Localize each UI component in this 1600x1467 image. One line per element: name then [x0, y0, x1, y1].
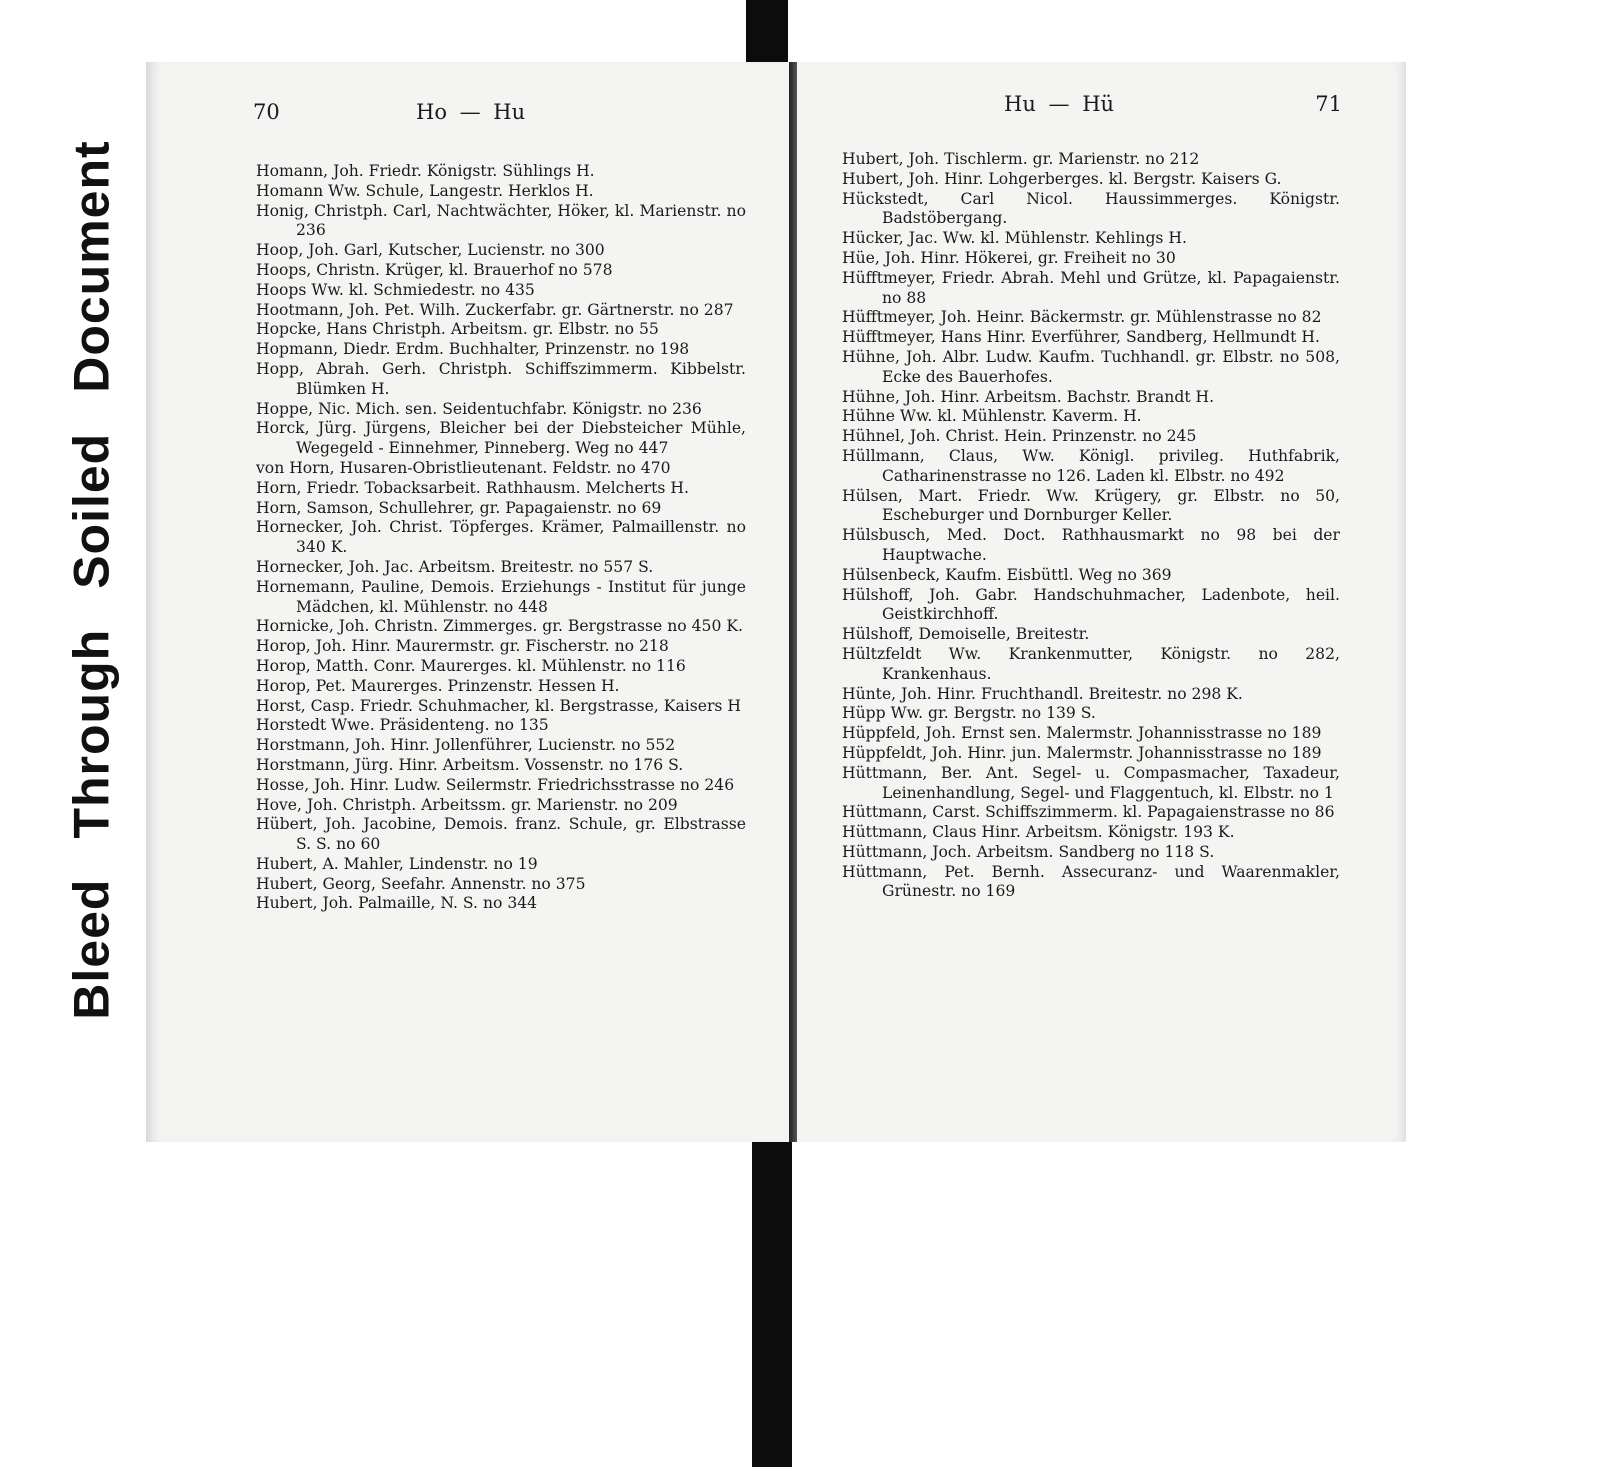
directory-entry: Hornecker, Joh. Christ. Töpferges. Krämer, Palmaillenstr. no 340 K.	[256, 518, 746, 557]
directory-entry: Hornemann, Pauline, Demois. Erziehungs - Institut für junge Mädchen, kl. Mühlenstr. no 448	[256, 577, 746, 616]
directory-entry: Horop, Matth. Conr. Maurerges. kl. Mühlenstr. no 116	[256, 656, 686, 675]
left-page-number: 70	[253, 100, 280, 124]
directory-entry: Hühnel, Joh. Christ. Hein. Prinzenstr. no 245	[842, 427, 1197, 446]
left-running-head: Ho — Hu	[416, 100, 526, 124]
directory-entry: Horstmann, Jürg. Hinr. Arbeitsm. Vossenstr. no 176 S.	[256, 755, 684, 774]
directory-entry: Hootmann, Joh. Pet. Wilh. Zuckerfabr. gr. Gärtnerstr. no 287	[256, 300, 734, 319]
directory-entry: Hubert, Joh. Hinr. Lohgerberges. kl. Bergstr. Kaisers G.	[842, 169, 1282, 188]
directory-entry: Hüppfeldt, Joh. Hinr. jun. Malermstr. Johannisstrasse no 189	[842, 743, 1322, 762]
directory-entry: Hühne, Joh. Hinr. Arbeitsm. Bachstr. Brandt H.	[842, 387, 1215, 406]
directory-entry: Horst, Casp. Friedr. Schuhmacher, kl. Bergstrasse, Kaisers H	[256, 696, 741, 715]
directory-entry: Hüllmann, Claus, Ww. Königl. privileg. Huthfabrik, Catharinenstrasse no 126. Laden kl. Elbstr. no 492	[842, 446, 1340, 485]
left-entry-list	[256, 162, 746, 914]
binding-clip-bottom	[752, 1135, 792, 1467]
directory-entry: Hubert, Georg, Seefahr. Annenstr. no 375	[256, 874, 586, 893]
directory-entry: Hübert, Joh. Jacobine, Demois. franz. Schule, gr. Elbstrasse S. S. no 60	[256, 815, 746, 854]
directory-entry: Hubert, Joh. Palmaille, N. S. no 344	[256, 894, 538, 913]
directory-entry: Homann, Joh. Friedr. Königstr. Sühlings H.	[256, 162, 595, 180]
directory-entry: Horstmann, Joh. Hinr. Jollenführer, Lucienstr. no 552	[256, 736, 676, 755]
directory-entry: Hosse, Joh. Hinr. Ludw. Seilermstr. Friedrichsstrasse no 246	[256, 775, 735, 794]
directory-entry: Hopcke, Hans Christph. Arbeitsm. gr. Elbstr. no 55	[256, 320, 659, 339]
directory-entry: Hüe, Joh. Hinr. Hökerei, gr. Freiheit no 30	[842, 248, 1176, 267]
stamp-word-soiled: Soiled	[64, 432, 121, 589]
stamp-word-bleed: Bleed	[64, 878, 121, 1020]
right-page-number: 71	[1315, 92, 1342, 116]
directory-entry: von Horn, Husaren-Obristlieutenant. Feldstr. no 470	[256, 458, 671, 477]
directory-entry: Hültzfeldt Ww. Krankenmutter, Königstr. no 282, Krankenhaus.	[842, 644, 1340, 683]
directory-entry: Hüttmann, Claus Hinr. Arbeitsm. Königstr. 193 K.	[842, 823, 1235, 842]
directory-entry: Hüttmann, Pet. Bernh. Assecuranz- und Waarenmakler, Grünestr. no 169	[842, 862, 1340, 901]
directory-entry: Hubert, A. Mahler, Lindenstr. no 19	[256, 854, 538, 873]
directory-entry: Horop, Pet. Maurerges. Prinzenstr. Hessen H.	[256, 676, 620, 695]
directory-entry: Hücker, Jac. Ww. kl. Mühlenstr. Kehlings H.	[842, 229, 1187, 248]
directory-entry: Hüfftmeyer, Hans Hinr. Everführer, Sandberg, Hellmundt H.	[842, 328, 1320, 347]
directory-entry: Hühne, Joh. Albr. Ludw. Kaufm. Tuchhandl. gr. Elbstr. no 508, Ecke des Bauerhofes.	[842, 347, 1340, 386]
directory-entry: Hüfftmeyer, Friedr. Abrah. Mehl und Grütze, kl. Papagaienstr. no 88	[842, 268, 1340, 307]
directory-entry: Hornicke, Joh. Christn. Zimmerges. gr. Bergstrasse no 450 K.	[256, 617, 743, 636]
right-page	[796, 62, 1406, 1142]
directory-entry: Hünte, Joh. Hinr. Fruchthandl. Breitestr. no 298 K.	[842, 684, 1243, 703]
directory-entry: Hülsbusch, Med. Doct. Rathhausmarkt no 98 bei der Hauptwache.	[842, 526, 1340, 564]
directory-entry: Hüppfeld, Joh. Ernst sen. Malermstr. Johannisstrasse no 189	[842, 724, 1322, 743]
directory-entry: Horck, Jürg. Jürgens, Bleicher bei der Diebsteicher Mühle, Wegegeld - Einnehmer, Pinneberg. Weg no 447	[256, 419, 746, 458]
directory-entry: Hoops Ww. kl. Schmiedestr. no 435	[256, 280, 535, 299]
directory-entry: Hühne Ww. kl. Mühlenstr. Kaverm. H.	[842, 407, 1142, 426]
directory-entry: Horn, Samson, Schullehrer, gr. Papagaienstr. no 69	[256, 498, 662, 517]
directory-entry: Hülshoff, Demoiselle, Breitestr.	[842, 625, 1090, 644]
directory-entry: Hove, Joh. Christph. Arbeitssm. gr. Marienstr. no 209	[256, 795, 678, 814]
directory-entry: Homann Ww. Schule, Langestr. Herklos H.	[256, 181, 594, 200]
right-entry-list	[842, 150, 1340, 902]
right-running-head: Hu — Hü	[1004, 92, 1115, 116]
directory-entry: Hoppe, Nic. Mich. sen. Seidentuchfabr. Königstr. no 236	[256, 399, 702, 418]
directory-entry: Hüttmann, Ber. Ant. Segel- u. Compasmacher, Taxadeur, Leinenhandlung, Segel- und Flaggentuch, kl. Elbstr. no 1	[842, 763, 1340, 802]
stamp-word-through: Through	[64, 628, 121, 839]
directory-entry: Hüttmann, Joch. Arbeitsm. Sandberg no 118 S.	[842, 842, 1215, 861]
directory-entry: Horop, Joh. Hinr. Maurermstr. gr. Fischerstr. no 218	[256, 637, 669, 656]
directory-entry: Hülsen, Mart. Friedr. Ww. Krügery, gr. Elbstr. no 50, Escheburger und Dornburger Keller.	[842, 486, 1340, 525]
directory-entry: Hückstedt, Carl Nicol. Haussimmerges. Königstr. Badstöbergang.	[842, 189, 1340, 228]
bleed-through-stamp	[64, 80, 120, 1080]
directory-entry: Hornecker, Joh. Jac. Arbeitsm. Breitestr. no 557 S.	[256, 557, 654, 576]
directory-entry: Hülsenbeck, Kaufm. Eisbüttl. Weg no 369	[842, 565, 1172, 584]
left-page	[146, 62, 792, 1142]
left-page-header	[146, 62, 792, 124]
directory-entry: Honig, Christph. Carl, Nachtwächter, Höker, kl. Marienstr. no 236	[256, 201, 746, 240]
directory-entry: Hoop, Joh. Garl, Kutscher, Lucienstr. no 300	[256, 241, 605, 260]
directory-entry: Hüttmann, Carst. Schiffszimmerm. kl. Papagaienstrasse no 86	[842, 803, 1335, 822]
directory-entry: Hoops, Christn. Krüger, kl. Brauerhof no 578	[256, 260, 613, 279]
directory-entry: Hopp, Abrah. Gerh. Christph. Schiffszimmerm. Kibbelstr. Blümken H.	[256, 359, 746, 398]
directory-entry: Hubert, Joh. Tischlerm. gr. Marienstr. no 212	[842, 150, 1200, 168]
directory-entry: Hüpp Ww. gr. Bergstr. no 139 S.	[842, 704, 1096, 723]
book-spine	[789, 62, 797, 1142]
directory-entry: Hülshoff, Joh. Gabr. Handschuhmacher, Ladenbote, heil. Geistkirchhoff.	[842, 585, 1340, 624]
directory-entry: Horstedt Wwe. Präsidenteng. no 135	[256, 716, 549, 735]
directory-entry: Hopmann, Diedr. Erdm. Buchhalter, Prinzenstr. no 198	[256, 340, 690, 359]
right-page-header	[796, 62, 1406, 120]
stamp-word-document: Document	[64, 140, 121, 393]
open-book	[146, 62, 1406, 1142]
directory-entry: Horn, Friedr. Tobacksarbeit. Rathhausm. Melcherts H.	[256, 478, 689, 497]
directory-entry: Hüfftmeyer, Joh. Heinr. Bäckermstr. gr. Mühlenstrasse no 82	[842, 308, 1322, 327]
